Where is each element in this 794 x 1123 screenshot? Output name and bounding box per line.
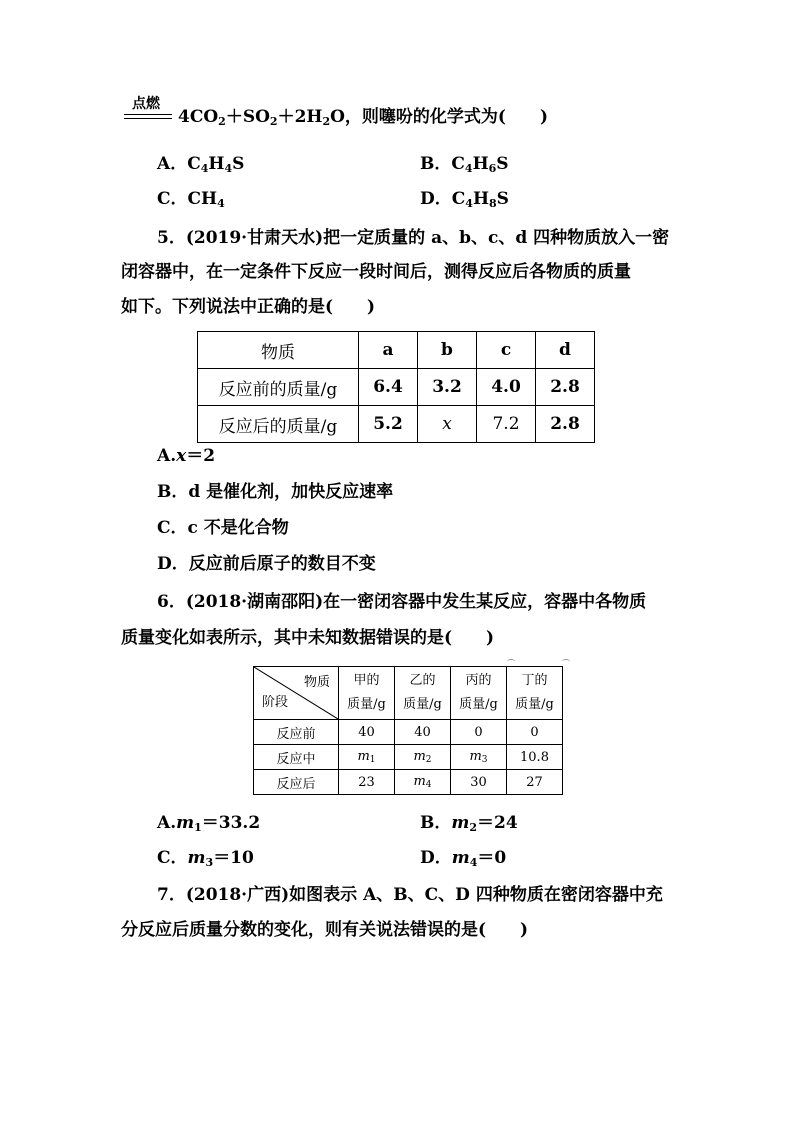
table-row [198,406,595,443]
q6-option-a[interactable]: $A.m_1=33.2$ [157,813,261,834]
table-cell: 0 [507,720,563,745]
table-cell: x [418,406,477,443]
table-row [254,745,563,770]
table-cell: 27 [507,770,563,795]
q5-option-b[interactable]: B．d 是催化剂，加快反应速率 [157,482,394,502]
q4-option-a[interactable]: A．$C_4H_4S$ [157,154,245,175]
q5-stem-line3: 如下。下列说法中正确的是( ) [121,297,376,317]
table-cell: m3 [451,745,507,770]
table-cell: m4 [395,770,451,795]
row-label: 反应中 [254,745,339,770]
scan-mark [562,659,570,664]
table-cell: 23 [339,770,395,795]
q5-mass-table [197,331,595,443]
table-cell: 40 [395,720,451,745]
table-cell: 2.8 [536,369,595,406]
q7-stem-line2: 分反应后质量分数的变化，则有关说法错误的是( ) [121,920,529,940]
q4-equation: $4CO_2+SO_2+2H_2O$，则噻吩的化学式为( ) [178,107,549,128]
table-cell: 40 [339,720,395,745]
header-cell: 丙的 质量/g [451,667,507,720]
q6-stem-line2: 质量变化如表所示，其中未知数据错误的是( ) [121,628,495,648]
header-cell: 丁的 质量/g [507,667,563,720]
row-label: 反应后的质量/g [198,406,359,443]
row-label: 反应后 [254,770,339,795]
header-cell: b [418,332,477,369]
table-cell: 7.2 [477,406,536,443]
header-cell: a [359,332,418,369]
q5-stem-line1: 5．(2019·甘肃天水)把一定质量的 a、b、c、d 四种物质放入一密 [157,228,670,248]
header-cell: 甲的 质量/g [339,667,395,720]
table-row [254,770,563,795]
q6-mass-table [253,666,563,795]
q4-option-d[interactable]: D．$C_4H_8S$ [420,189,509,210]
header-cell: 乙的 质量/g [395,667,451,720]
table-row [198,369,595,406]
row-label: 反应前 [254,720,339,745]
q4-option-c[interactable]: C．$CH_4$ [157,189,225,210]
q6-option-d[interactable]: D．$m_4=0$ [420,848,507,869]
equals-bar-1 [124,114,172,115]
table-cell: 5.2 [359,406,418,443]
corner-bottom-label: 阶段 [262,695,289,710]
diagonal-header-cell [254,667,339,720]
q6-stem-line1: 6．(2018·湖南邵阳)在一密闭容器中发生某反应，容器中各物质 [157,592,647,612]
header-cell: c [477,332,536,369]
corner-top-label: 物质 [303,675,330,690]
q4-option-b[interactable]: B．$C_4H_6S$ [420,154,509,175]
table-header-row [254,667,563,720]
header-cell: 物质 [198,332,359,369]
table-row [254,720,563,745]
table-cell: 2.8 [536,406,595,443]
row-label: 反应前的质量/g [198,369,359,406]
table-cell: m1 [339,745,395,770]
table-cell: 10.8 [507,745,563,770]
q5-option-d[interactable]: D．反应前后原子的数目不变 [157,554,376,574]
header-cell: d [536,332,595,369]
q6-option-c[interactable]: C．$m_3=10$ [157,848,254,869]
reaction-condition [124,96,174,126]
q7-stem-line1: 7．(2018·广西)如图表示 A、B、C、D 四种物质在密闭容器中充 [157,885,663,905]
table-cell: 3.2 [418,369,477,406]
equals-bar-2 [124,118,172,119]
q6-option-b[interactable]: B．$m_2=24$ [420,813,518,834]
table-cell: 0 [451,720,507,745]
table-cell: 6.4 [359,369,418,406]
scan-mark [507,659,515,664]
table-cell: 4.0 [477,369,536,406]
table-header-row [198,332,595,369]
condition-label: 点燃 [132,96,160,112]
q5-option-c[interactable]: C．c 不是化合物 [157,518,289,538]
q5-option-a[interactable]: A.x＝2 [157,446,216,466]
table-cell: 30 [451,770,507,795]
q5-stem-line2: 闭容器中，在一定条件下反应一段时间后，测得反应后各物质的质量 [121,262,631,282]
table-cell: m2 [395,745,451,770]
